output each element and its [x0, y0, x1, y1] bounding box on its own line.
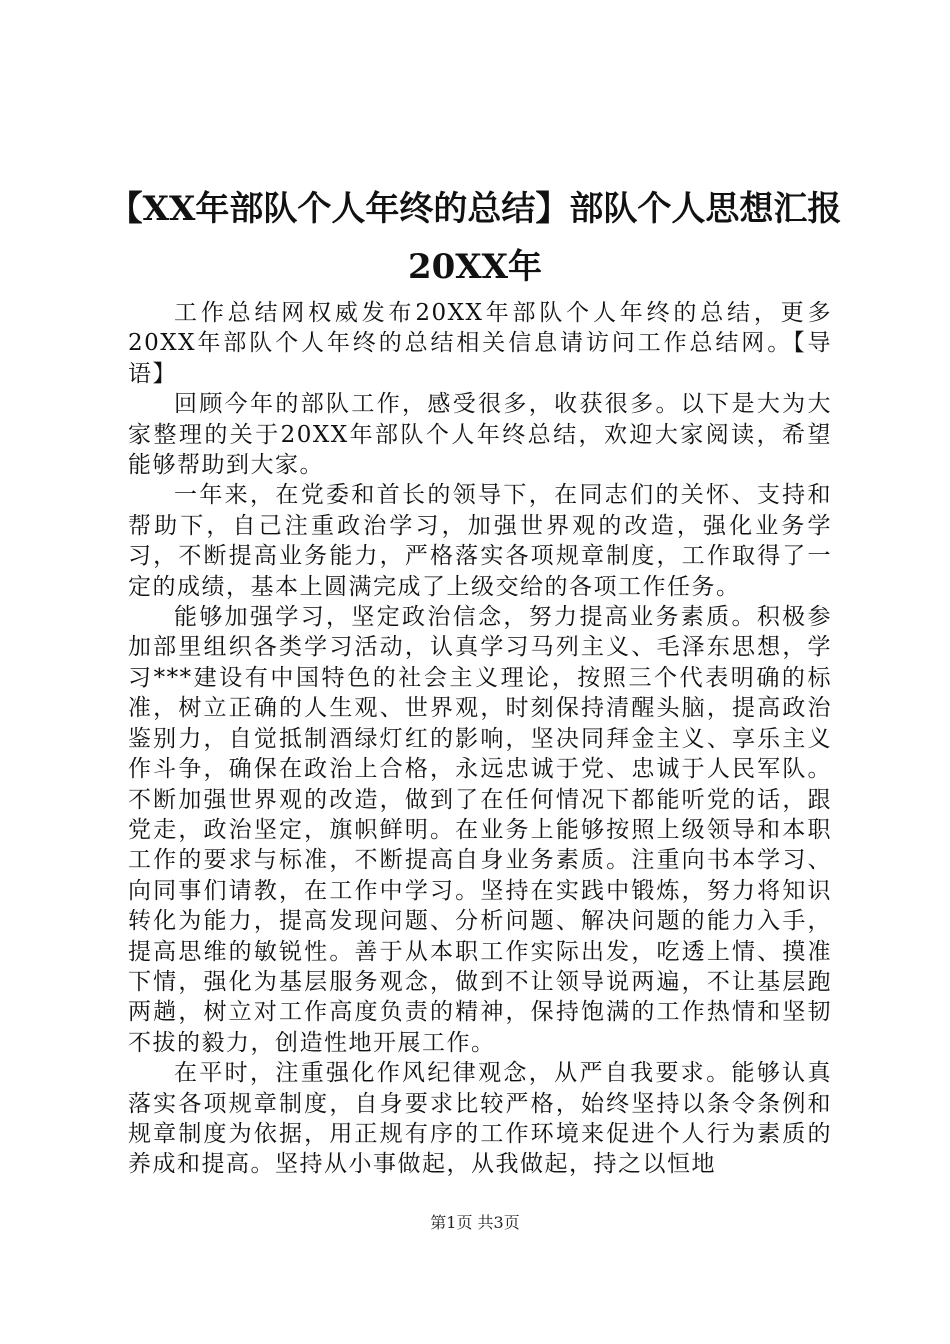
- paragraph-discipline: 在平时，注重强化作风纪律观念，从严自我要求。能够认真落实各项规章制度，自身要求比较严格，始终坚持以条令条例和规章制度为依据，用正规有序的工作环境来促进个人行为素质的养成和提高。坚持从小事做起，从我做起，持之以恒地: [128, 1060, 832, 1178]
- document-title: 【XX年部队个人年终的总结】部队个人思想汇报20XX年: [108, 189, 842, 287]
- page-footer: 第1页 共3页: [430, 1213, 520, 1232]
- paragraph-intro: 工作总结网权威发布20XX年部队个人年终的总结，更多20XX年部队个人年终的总结相关信息请访问工作总结网。【导语】: [128, 300, 832, 387]
- paragraph-year-summary: 一年来，在党委和首长的领导下，在同志们的关怀、支持和帮助下，自己注重政治学习，加强世界观的改造，强化业务学习，不断提高业务能力，严格落实各项规章制度，工作取得了一定的成绩，基本上圆满完成了上级交给的各项工作任务。: [128, 482, 832, 600]
- paragraph-review: 回顾今年的部队工作，感受很多，收获很多。以下是大为大家整理的关于20XX年部队个人年终总结，欢迎大家阅读，希望能够帮助到大家。: [128, 391, 832, 479]
- document-body: [128, 298, 832, 1180]
- paragraph-study: 能够加强学习，坚定政治信念，努力提高业务素质。积极参加部里组织各类学习活动，认真学习马列主义、毛泽东思想，学习***建设有中国特色的社会主义理论，按照三个代表明确的标准，树立正确的人生观、世界观，时刻保持清醒头脑，提高政治鉴别力，自觉抵制酒绿灯红的影响，坚决同拜金主义、享乐主义作斗争，确保在政治上合格，永远忠诚于党、忠诚于人民军队。不断加强世界观的改造，做到了在任何情况下都能听党的话，跟党走，政治坚定，旗帜鲜明。在业务上能够按照上级领导和本职工作的要求与标准，不断提高自身业务素质。注重向书本学习、向同事们请教，在工作中学习。坚持在实践中锻炼，努力将知识转化为能力，提高发现问题、分析问题、解决问题的能力入手，提高思维的敏锐性。善于从本职工作实际出发，吃透上情、摸准下情，强化为基层服务观念，做到不让领导说两遍，不让基层跑两趟，树立对工作高度负责的精神，保持饱满的工作热情和坚韧不拔的毅力，创造性地开展工作。: [128, 604, 832, 1056]
